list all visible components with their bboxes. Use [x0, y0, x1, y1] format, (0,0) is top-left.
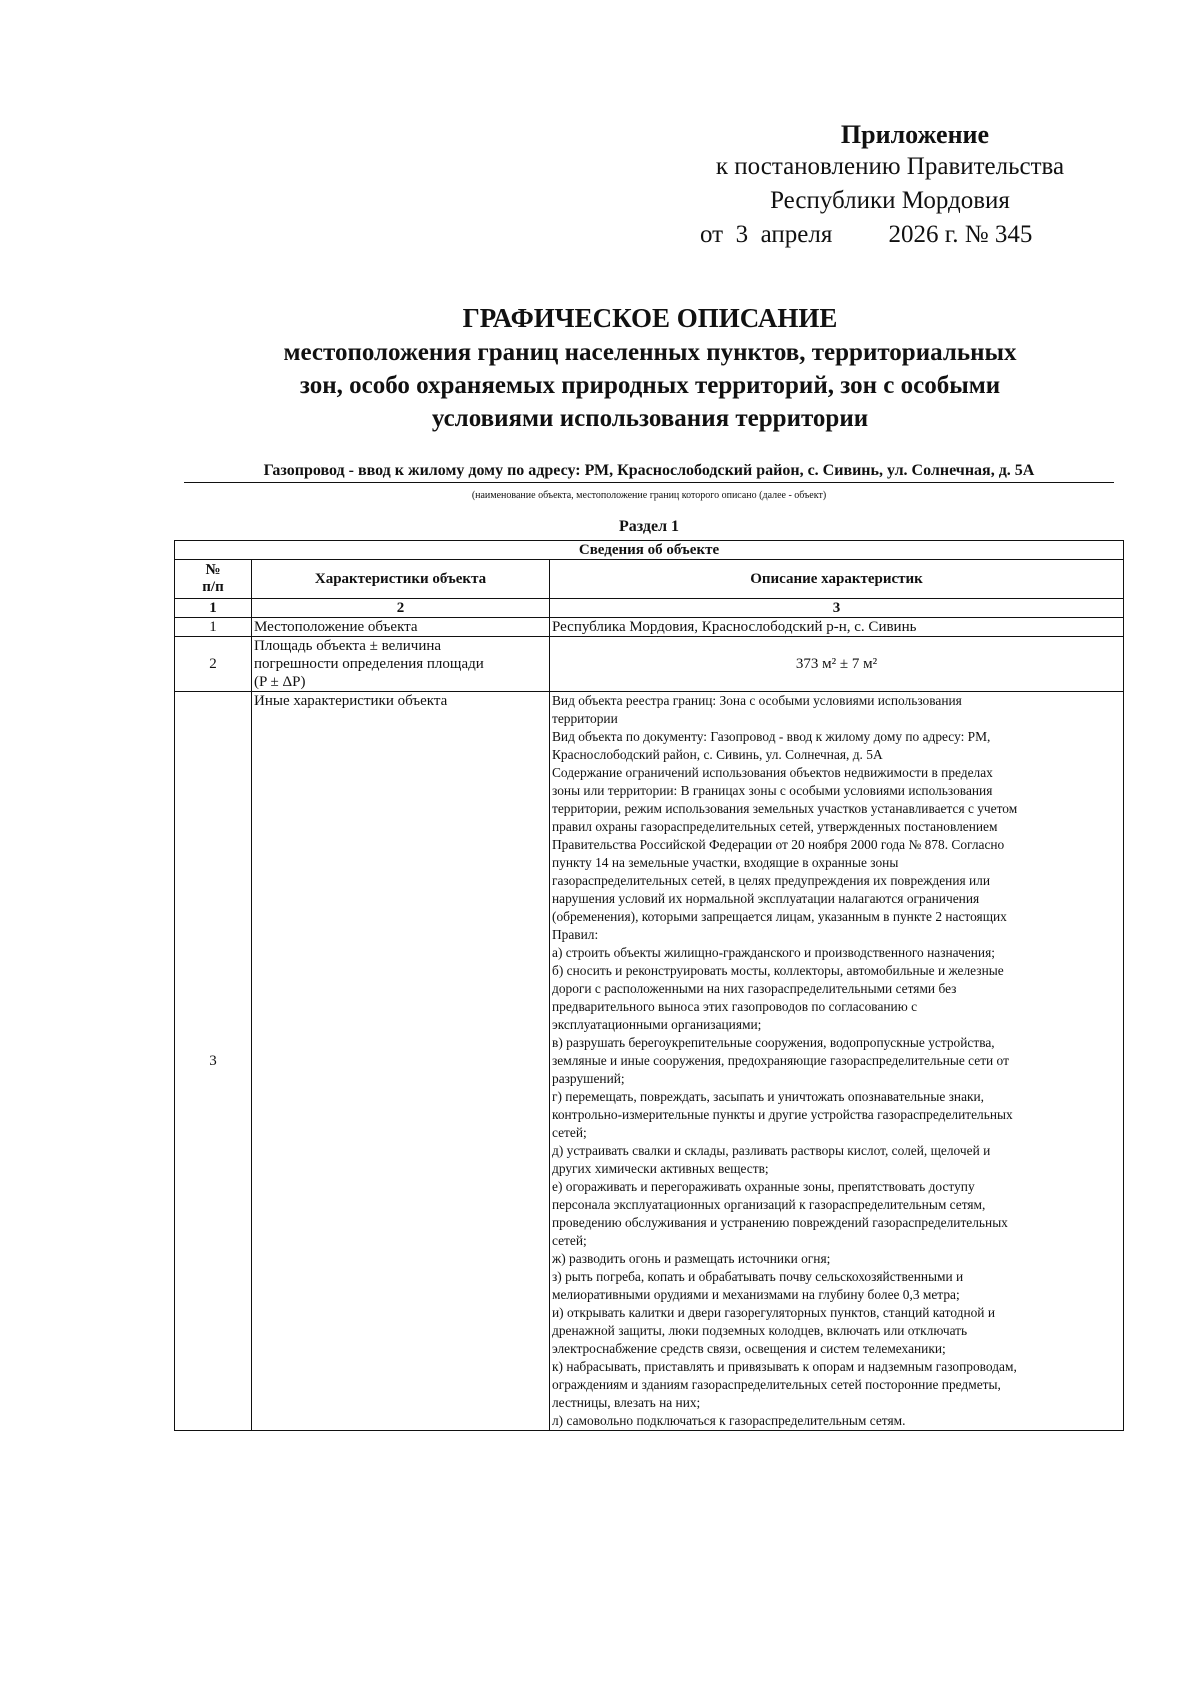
row-description-line: Содержание ограничений использования объектов недвижимости в пределах: [552, 765, 993, 780]
table-header-row: [175, 560, 1124, 599]
document-title-main: ГРАФИЧЕСКОЕ ОПИСАНИЕ: [462, 303, 838, 333]
row-description-line: Правительства Российской Федерации от 20 ноября 2000 года № 878. Согласно: [552, 837, 1005, 852]
table-row: [175, 637, 1124, 692]
row-description-line: эксплуатационными организациями;: [552, 1017, 762, 1032]
row-description-line: правил охраны газораспределительных сетей, утвержденных постановлением: [552, 819, 998, 834]
table-row: [175, 692, 1124, 1431]
row-num: 1: [175, 618, 252, 637]
row-characteristic: [252, 637, 550, 692]
row-description-line: (обременения), которыми запрещается лицам, указанным в пункте 2 настоящих: [552, 909, 1007, 924]
row-description-line: земляные и иные сооружения, предохраняющие газораспределительные сети от: [552, 1053, 1009, 1068]
column-number-1: 1: [175, 599, 252, 618]
row-description-line: электроснабжение средств связи, освещения и систем телемеханики;: [552, 1341, 946, 1356]
row-description-line: пункту 14 на земельные участки, входящие в охранные зоны: [552, 855, 899, 870]
row-num: 2: [175, 637, 252, 692]
row-description-line: ж) разводить огонь и размещать источники огня;: [552, 1251, 831, 1266]
row-description-line: в) разрушать берегоукрепительные сооружения, водопропускные устройства,: [552, 1035, 995, 1050]
row-characteristic-line: Местоположение объекта: [254, 619, 418, 635]
row-description-line: з) рыть погреба, копать и обрабатывать почву сельскохозяйственными и: [552, 1269, 964, 1284]
row-characteristic-line: (P ± ΔP): [254, 674, 306, 690]
row-description-line: 373 м² ± 7 м²: [795, 656, 878, 672]
row-description-line: Вид объекта по документу: Газопровод - ввод к жилому дому по адресу: РМ,: [552, 729, 991, 744]
row-description: [550, 637, 1124, 692]
row-description-line: мелиоративными орудиями и механизмами на глубину более 0,3 метра;: [552, 1287, 960, 1302]
object-caption: (наименование объекта, местоположение границ которого описано (далее - объект): [471, 490, 827, 501]
row-description-line: территории: [552, 711, 618, 726]
appendix-line-2: Республики Мордовия: [770, 187, 1010, 214]
row-description-line: л) самовольно подключаться к газораспределительным сетям.: [552, 1413, 906, 1428]
row-description-line: дренажной защиты, люки подземных колодцев, включать или отключать: [552, 1323, 968, 1338]
object-name: Газопровод - ввод к жилому дому по адресу: РМ, Краснослободский район, с. Сивинь, ул. Солнечная, д. 5А: [184, 462, 1114, 483]
row-description-line: сетей;: [552, 1125, 587, 1140]
row-description-line: сетей;: [552, 1233, 587, 1248]
appendix-date-line: от 3 апреля 2026 г. № 345: [700, 221, 1033, 248]
row-characteristic-line: Площадь объекта ± величина: [254, 638, 442, 654]
row-description-line: контрольно-измерительные пункты и другие устройства газораспределительных: [552, 1107, 1013, 1122]
document-title-sub-2: зон, особо охраняемых природных территорий, зон с особыми: [299, 372, 1001, 399]
row-description-line: Республика Мордовия, Краснослободский р-н, с. Сивинь: [552, 619, 917, 635]
row-characteristic: [252, 692, 550, 1431]
header-description: Описание характеристик: [550, 560, 1124, 599]
table-row: [175, 618, 1124, 637]
header-characteristic: Характеристики объекта: [252, 560, 550, 599]
row-description-line: лестницы, влезать на них;: [552, 1395, 701, 1410]
row-characteristic-line: Иные характеристики объекта: [254, 693, 448, 709]
column-number-row: [175, 599, 1124, 618]
row-description-line: предварительного выноса этих газопроводов по согласованию с: [552, 999, 918, 1014]
row-description-line: ограждениям и зданиям газораспределительных сетей посторонние предметы,: [552, 1377, 1001, 1392]
row-description-line: Краснослободский район, с. Сивинь, ул. Солнечная, д. 5А: [552, 747, 883, 762]
row-description-line: проведению обслуживания и устранению повреждений газораспределительных: [552, 1215, 1008, 1230]
document-title: [170, 300, 1130, 435]
row-description-line: и) открывать калитки и двери газорегуляторных пунктов, станций катодной и: [552, 1305, 995, 1320]
row-description-line: б) сносить и реконструировать мосты, коллекторы, автомобильные и железные: [552, 963, 1004, 978]
document-title-sub-1: местоположения границ населенных пунктов, территориальных: [283, 339, 1017, 366]
section-title: Раздел 1: [618, 518, 680, 535]
row-description-line: зоны или территории: В границах зоны с особыми условиями использования: [552, 783, 993, 798]
row-description: [550, 692, 1124, 1431]
row-description-line: г) перемещать, повреждать, засыпать и уничтожать опознавательные знаки,: [552, 1089, 985, 1104]
row-characteristic: [252, 618, 550, 637]
row-characteristic-line: погрешности определения площади: [254, 656, 484, 672]
row-description-line: территории, режим использования земельных участков устанавливается с учетом: [552, 801, 1018, 816]
row-description: [550, 618, 1124, 637]
row-description-line: разрушений;: [552, 1071, 625, 1086]
column-number-3: 3: [550, 599, 1124, 618]
row-description-line: к) набрасывать, приставлять и привязывать к опорам и надземным газопроводам,: [552, 1359, 1017, 1374]
row-description-line: а) строить объекты жилищно-гражданского и производственного назначения;: [552, 945, 995, 960]
row-description-line: газораспределительных сетей, в целях предупреждения их повреждения или: [552, 873, 991, 888]
appendix-title: Приложение: [840, 120, 990, 149]
header-num: № п/п: [175, 560, 252, 599]
row-description-line: Вид объекта реестра границ: Зона с особыми условиями использования: [552, 693, 962, 708]
row-num: 3: [175, 692, 252, 1431]
row-description-line: д) устраивать свалки и склады, разливать растворы кислот, солей, щелочей и: [552, 1143, 991, 1158]
row-description-line: дороги с расположенными на них газораспределительными сетями без: [552, 981, 957, 996]
column-number-2: 2: [252, 599, 550, 618]
object-info-table: [174, 540, 1124, 1431]
table-title-row: [175, 541, 1124, 560]
appendix-block: [660, 120, 1120, 252]
row-description-line: нарушения условий их нормальной эксплуатации налагаются ограничения: [552, 891, 980, 906]
table-title: Сведения об объекте: [175, 541, 1124, 560]
row-description-line: Правил:: [552, 927, 599, 942]
row-description-line: персонала эксплуатационных организаций к газораспределительным сетям,: [552, 1197, 986, 1212]
appendix-line-1: к постановлению Правительства: [715, 153, 1065, 180]
row-description-line: других химически активных веществ;: [552, 1161, 769, 1176]
row-description-line: е) огораживать и перегораживать охранные зоны, препятствовать доступу: [552, 1179, 975, 1194]
document-title-sub-3: условиями использования территории: [431, 405, 869, 432]
